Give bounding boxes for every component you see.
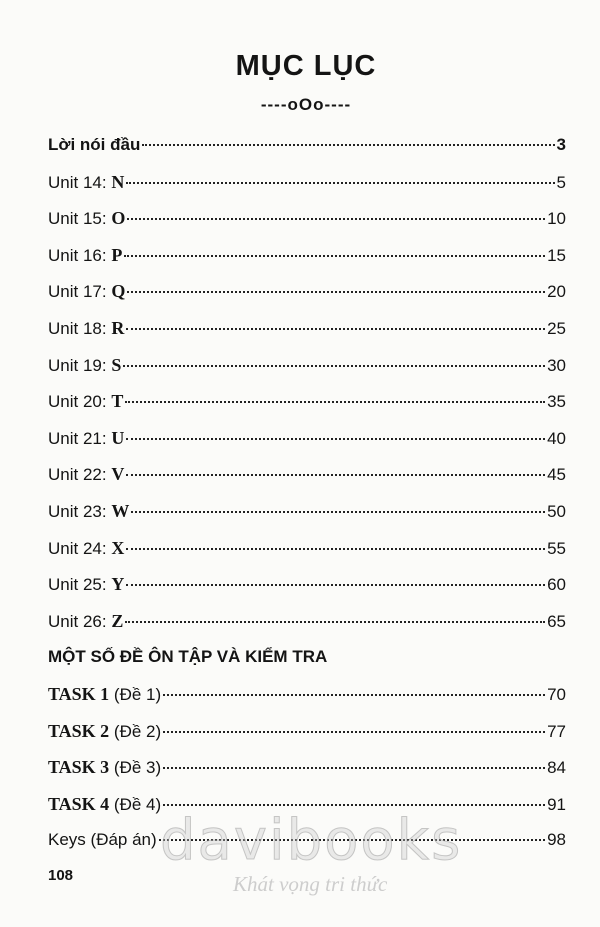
unit-prefix: Unit 25: xyxy=(48,575,107,595)
keys-sub: (Đáp án) xyxy=(90,830,157,850)
page-title: MỤC LỤC xyxy=(235,50,377,82)
dot-leader xyxy=(126,438,545,440)
toc-label xyxy=(48,347,121,385)
toc-label xyxy=(48,822,157,859)
unit-prefix: Unit 23: xyxy=(48,501,107,521)
toc-page-number: 84 xyxy=(547,758,566,778)
unit-prefix: Unit 21: xyxy=(48,428,107,448)
footer-page-number: 108 xyxy=(48,867,74,884)
unit-prefix: Unit 20: xyxy=(48,392,107,412)
toc-page-number: 65 xyxy=(547,611,566,631)
toc-row-unit xyxy=(48,310,566,347)
unit-letter: N xyxy=(111,171,125,192)
toc-page-number: 25 xyxy=(547,318,566,338)
task-name: TASK 2 xyxy=(48,720,110,741)
dot-leader xyxy=(125,621,545,623)
toc-page-number: 5 xyxy=(556,172,566,192)
toc-page-number: 35 xyxy=(547,392,566,412)
unit-letter: Z xyxy=(111,610,124,631)
toc-page-number: 10 xyxy=(547,209,566,229)
unit-letter: U xyxy=(111,427,125,448)
task-list xyxy=(48,676,566,822)
unit-letter: R xyxy=(111,317,125,338)
unit-prefix: Unit 24: xyxy=(48,538,107,558)
toc-row-task xyxy=(48,749,566,786)
table-of-contents xyxy=(48,127,566,859)
toc-label xyxy=(48,383,123,421)
toc-label xyxy=(48,164,124,202)
toc-label xyxy=(48,310,124,348)
task-sub: (Đề 1) xyxy=(113,684,162,704)
toc-row-unit xyxy=(48,420,566,457)
unit-letter: V xyxy=(111,464,125,485)
unit-letter: T xyxy=(111,391,124,412)
dot-leader xyxy=(163,767,545,769)
toc-label xyxy=(48,200,125,238)
toc-row-unit xyxy=(48,566,566,603)
toc-label xyxy=(48,237,122,275)
watermark-tagline: Khát vọng tri thức xyxy=(233,872,388,896)
toc-row-unit xyxy=(48,273,566,310)
task-sub: (Đề 4) xyxy=(113,794,162,814)
toc-row-unit xyxy=(48,164,566,201)
unit-prefix: Unit 26: xyxy=(48,611,107,631)
toc-label xyxy=(48,713,161,751)
toc-row-unit xyxy=(48,347,566,384)
toc-page-number: 30 xyxy=(547,355,566,375)
unit-list xyxy=(48,164,566,640)
unit-letter: O xyxy=(111,208,126,229)
toc-page-number: 98 xyxy=(547,830,566,850)
toc-row-unit xyxy=(48,456,566,493)
unit-letter: W xyxy=(111,500,130,521)
toc-row-intro xyxy=(48,127,566,164)
toc-page-number: 91 xyxy=(547,794,566,814)
toc-label xyxy=(48,273,125,311)
toc-page-number: 45 xyxy=(547,465,566,485)
dot-leader xyxy=(124,255,545,257)
unit-letter: P xyxy=(111,244,123,265)
toc-page-number: 40 xyxy=(547,428,566,448)
dot-leader xyxy=(126,548,545,550)
unit-letter: Y xyxy=(111,574,125,595)
unit-prefix: Unit 17: xyxy=(48,282,107,302)
toc-label xyxy=(48,493,129,531)
toc-label xyxy=(48,786,161,824)
toc-row-unit xyxy=(48,383,566,420)
toc-page-number: 60 xyxy=(547,575,566,595)
task-name: TASK 3 xyxy=(48,757,110,778)
task-sub: (Đề 3) xyxy=(113,758,162,778)
dot-leader xyxy=(127,291,545,293)
dot-leader xyxy=(126,474,545,476)
title-ornament: ----oOo---- xyxy=(260,95,352,114)
toc-page-number: 55 xyxy=(547,538,566,558)
toc-row-unit xyxy=(48,493,566,530)
toc-page-number: 77 xyxy=(547,721,566,741)
dot-leader xyxy=(126,584,545,586)
dot-leader xyxy=(123,365,545,367)
unit-letter: S xyxy=(111,354,122,375)
toc-row-unit xyxy=(48,237,566,274)
toc-label xyxy=(48,676,161,714)
section-heading xyxy=(48,639,566,676)
dot-leader xyxy=(126,182,554,184)
unit-prefix: Unit 19: xyxy=(48,355,107,375)
dot-leader xyxy=(126,328,545,330)
dot-leader xyxy=(163,731,545,733)
unit-prefix: Unit 14: xyxy=(48,172,107,192)
task-name: TASK 4 xyxy=(48,793,110,814)
unit-prefix: Unit 15: xyxy=(48,209,107,229)
section-heading-text: MỘT SỐ ĐỀ ÔN TẬP VÀ KIỂM TRA xyxy=(48,647,328,667)
unit-letter: Q xyxy=(111,281,126,302)
toc-label xyxy=(48,530,124,568)
task-sub: (Đề 2) xyxy=(113,721,162,741)
toc-page-number: 3 xyxy=(556,135,566,154)
toc-page-number: 20 xyxy=(547,282,566,302)
toc-page-number: 50 xyxy=(547,501,566,521)
unit-prefix: Unit 16: xyxy=(48,245,107,265)
toc-row-task xyxy=(48,676,566,713)
toc-label: Lời nói đầu xyxy=(48,135,141,154)
dot-leader xyxy=(142,144,554,146)
dot-leader xyxy=(131,511,545,513)
toc-page-number: 15 xyxy=(547,245,566,265)
dot-leader xyxy=(127,218,545,220)
toc-page-number: 70 xyxy=(547,684,566,704)
toc-row-unit xyxy=(48,530,566,567)
toc-row-unit xyxy=(48,200,566,237)
unit-letter: X xyxy=(111,537,125,558)
toc-label xyxy=(48,603,123,641)
dot-leader xyxy=(163,694,545,696)
unit-prefix: Unit 18: xyxy=(48,318,107,338)
toc-row-unit xyxy=(48,603,566,640)
dot-leader xyxy=(125,401,545,403)
toc-label xyxy=(48,749,161,787)
watermark-brand: davibooks xyxy=(160,808,463,873)
dot-leader xyxy=(163,804,545,806)
task-name: TASK 1 xyxy=(48,683,110,704)
toc-label xyxy=(48,566,124,604)
unit-prefix: Unit 22: xyxy=(48,465,107,485)
toc-row-task xyxy=(48,713,566,750)
toc-label xyxy=(48,420,124,458)
toc-label xyxy=(48,456,124,494)
keys-label: Keys xyxy=(48,830,86,850)
